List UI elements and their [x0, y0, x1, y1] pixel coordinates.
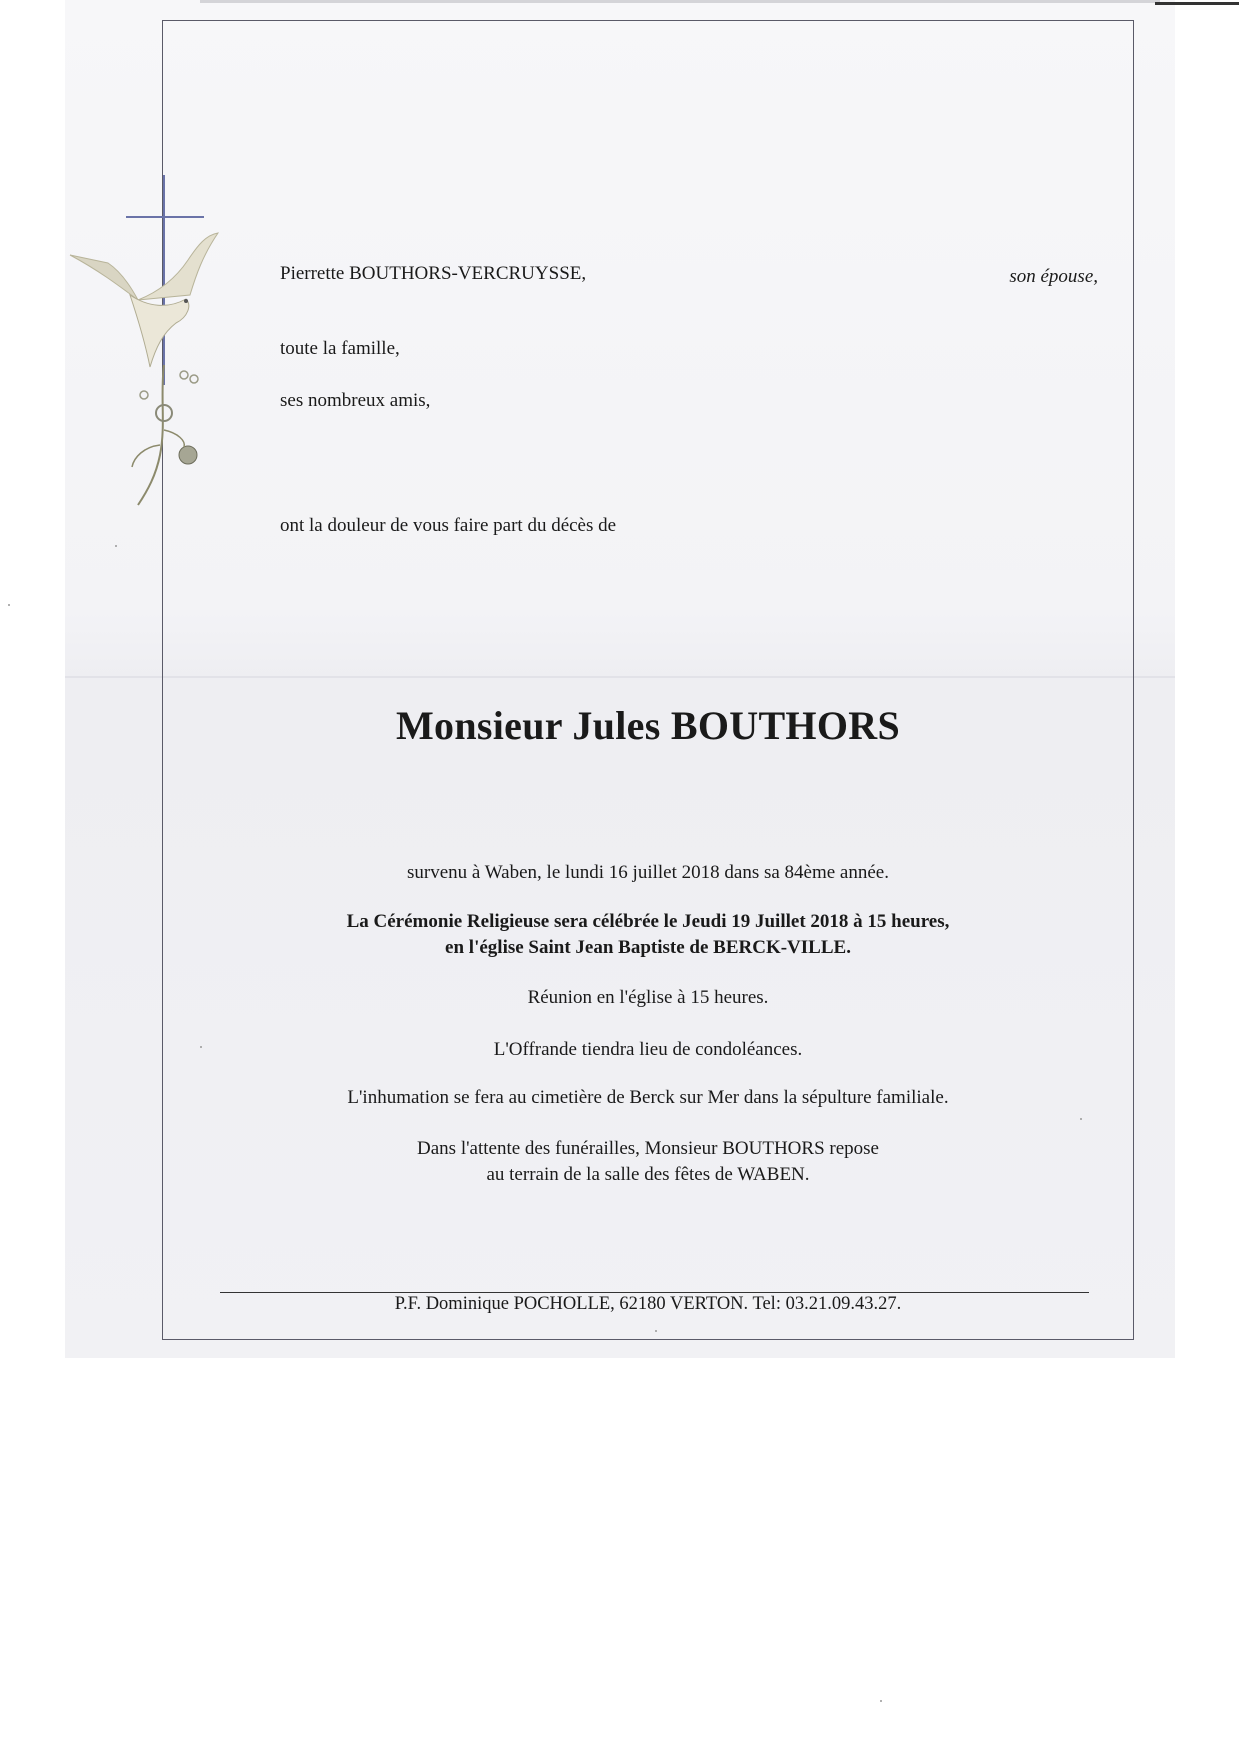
scan-speck	[115, 545, 117, 547]
spouse-name: Pierrette BOUTHORS-VERCRUYSSE,	[280, 263, 587, 284]
flower-branch-icon	[132, 365, 198, 505]
scanner-edge-mark	[1155, 2, 1239, 5]
decoration	[68, 95, 248, 515]
dove-icon	[70, 233, 218, 367]
family-line: toute la famille,	[280, 338, 400, 359]
scan-speck	[1080, 1118, 1082, 1120]
announcement-line: ont la douleur de vous faire part du décès de	[280, 515, 617, 536]
rest-line-2: au terrain de la salle des fêtes de WABEN.	[486, 1164, 810, 1185]
funeral-home-info: P.F. Dominique POCHOLLE, 62180 VERTON. Tel: 03.21.09.43.27.	[394, 1294, 902, 1314]
ceremony-line-1: La Cérémonie Religieuse sera célébrée le Jeudi 19 Juillet 2018 à 15 heures,	[346, 911, 950, 932]
meeting-line: Réunion en l'église à 15 heures.	[527, 987, 769, 1008]
death-details: survenu à Waben, le lundi 16 juillet 2018 dans sa 84ème année.	[407, 862, 889, 883]
scan-speck	[200, 1046, 202, 1048]
burial-line: L'inhumation se fera au cimetière de Berck sur Mer dans la sépulture familiale.	[347, 1087, 949, 1108]
offering-line: L'Offrande tiendra lieu de condoléances.	[493, 1039, 803, 1060]
ceremony-line-2: en l'église Saint Jean Baptiste de BERCK-VILLE.	[445, 937, 851, 958]
scan-speck	[880, 1700, 882, 1702]
scan-speck	[655, 1330, 657, 1332]
friends-line: ses nombreux amis,	[280, 390, 431, 411]
rest-line-1: Dans l'attente des funérailles, Monsieur BOUTHORS repose	[417, 1138, 879, 1159]
spouse-role: son épouse,	[1009, 266, 1098, 287]
deceased-name: Monsieur Jules BOUTHORS	[395, 703, 900, 748]
scan-speck	[8, 604, 10, 606]
paper-top-edge	[200, 0, 1160, 3]
